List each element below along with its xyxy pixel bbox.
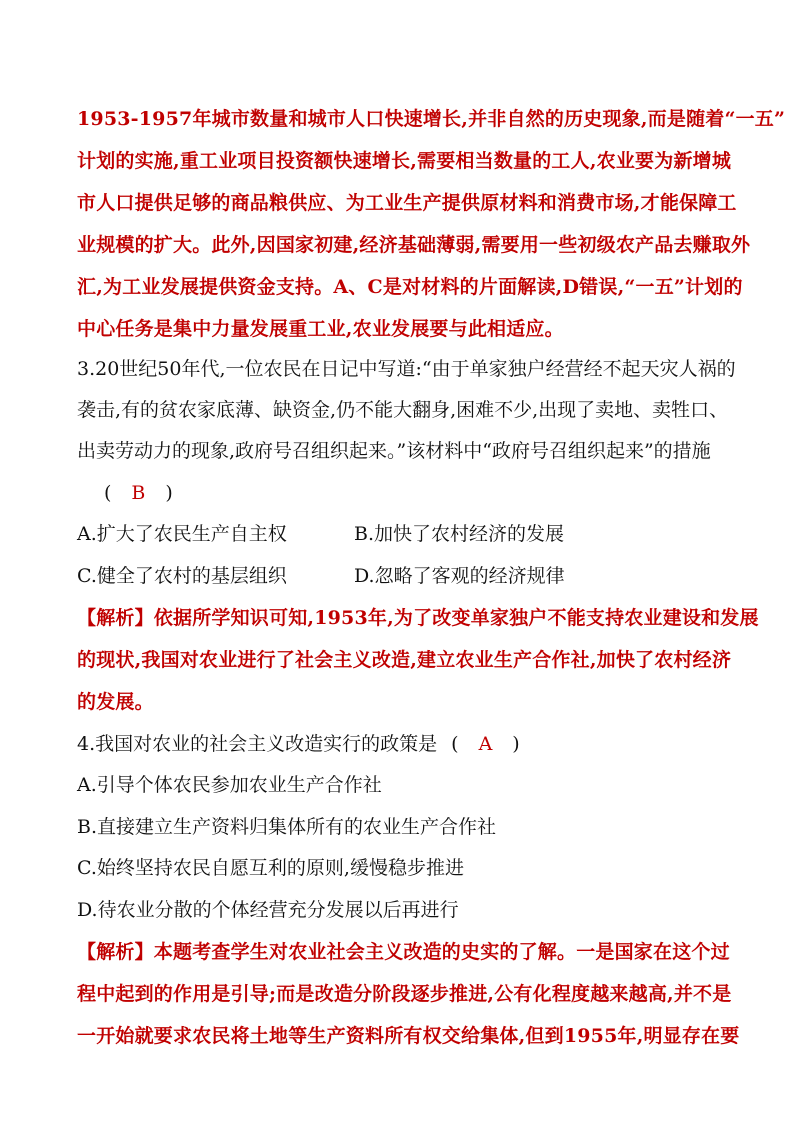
question-3-option-a: A.扩大了农民生产自主权 xyxy=(77,523,287,545)
question-3-stem-line: 3.20世纪50年代,一位农民在日记中写道:“由于单家独户经营经不起天灾人祸的 xyxy=(77,358,736,380)
paren-close: ) xyxy=(512,733,520,755)
question-3-analysis-line: 的现状,我国对农业进行了社会主义改造,建立农业生产合作社,加快了农村经济 xyxy=(77,649,732,671)
question-4-option-c: C.始终坚持农民自愿互利的原则,缓慢稳步推进 xyxy=(77,857,464,879)
analysis-line: 计划的实施,重工业项目投资额快速增长,需要相当数量的工人,农业要为新增城 xyxy=(77,150,732,172)
analysis-line: 业规模的扩大。此外,因国家初建,经济基础薄弱,需要用一些初级农产品去赚取外 xyxy=(77,234,751,256)
question-3-answer-bracket xyxy=(104,480,173,506)
question-3-option-b: B.加快了农村经济的发展 xyxy=(354,523,565,545)
question-3-option-d: D.忽略了客观的经济规律 xyxy=(354,565,565,587)
question-4-analysis-line: 【解析】本题考查学生对农业社会主义改造的史实的了解。一是国家在这个过 xyxy=(77,941,730,963)
question-4-analysis-line: 一开始就要求农民将土地等生产资料所有权交给集体,但到1955年,明显存在要 xyxy=(77,1025,740,1047)
analysis-line: 1953-1957年城市数量和城市人口快速增长,并非自然的历史现象,而是随着“一五” xyxy=(77,108,786,130)
question-3-option-c: C.健全了农村的基层组织 xyxy=(77,565,287,587)
question-3-answer: B xyxy=(131,482,146,504)
question-4-stem-row xyxy=(77,731,520,757)
question-3-analysis-line: 【解析】依据所学知识可知,1953年,为了改变单家独户不能支持农业建设和发展 xyxy=(77,607,759,629)
question-3-stem-line: 袭击,有的贫农家底薄、缺资金,仍不能大翻身,困难不少,出现了卖地、卖牲口、 xyxy=(77,399,729,421)
question-3-stem-line: 出卖劳动力的现象,政府号召组织起来。”该材料中“政府号召组织起来”的措施 xyxy=(77,440,711,462)
question-4-option-a: A.引导个体农民参加农业生产合作社 xyxy=(77,774,382,796)
analysis-line: 市人口提供足够的商品粮供应、为工业生产提供原材料和消费市场,才能保障工 xyxy=(77,192,737,214)
question-4-option-d: D.待农业分散的个体经营充分发展以后再进行 xyxy=(77,899,459,921)
question-4-analysis-line: 程中起到的作用是引导;而是改造分阶段逐步推进,公有化程度越来越高,并不是 xyxy=(77,983,732,1005)
question-4-stem: 4.我国对农业的社会主义改造实行的政策是 xyxy=(77,733,438,755)
analysis-line: 汇,为工业发展提供资金支持。A、C是对材料的片面解读,D错误,“一五”计划的 xyxy=(77,276,743,298)
analysis-line: 中心任务是集中力量发展重工业,农业发展要与此相适应。 xyxy=(77,318,564,340)
question-3-analysis-line: 的发展。 xyxy=(77,691,154,713)
paren-open: ( xyxy=(104,482,112,504)
question-4-answer: A xyxy=(478,733,493,755)
question-4-option-b: B.直接建立生产资料归集体所有的农业生产合作社 xyxy=(77,816,497,838)
paren-close: ) xyxy=(165,482,173,504)
paren-open: ( xyxy=(451,733,459,755)
